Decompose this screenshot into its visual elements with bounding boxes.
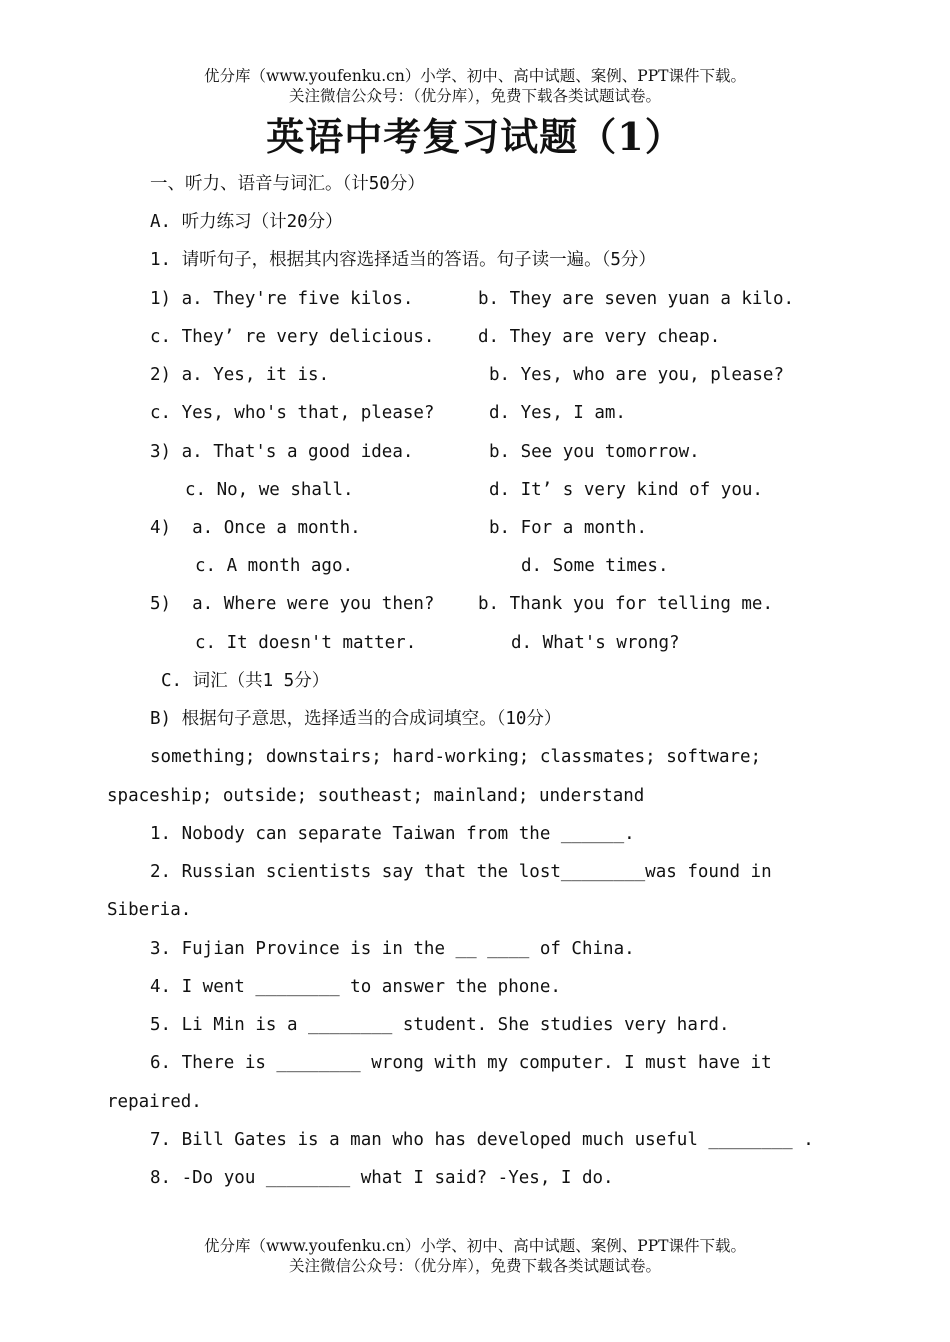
page-footer [0,1236,950,1276]
item-2-option-c: c. Yes, who's that, please? [150,403,435,423]
vocab-question-6: 6. There is ________ wrong with my computer. I must have it [150,1053,772,1073]
vocab-heading: C. 词汇（共1 5分） [161,671,330,691]
vocab-question-7: 7. Bill Gates is a man who has developed much useful ________ . [150,1130,814,1150]
item-4-option-b: b. For a month. [489,518,648,538]
footer-line-2: 关注微信公众号：（优分库），免费下载各类试题试卷。 [288,1257,661,1275]
word-bank-line-2: spaceship; outside; southeast; mainland; understand [107,786,645,806]
vocab-question-3: 3. Fujian Province is in the __ ____ of China. [150,939,635,959]
part-a-heading: A. 听力练习（计20分） [150,212,343,232]
page-header [0,66,950,106]
item-3-option-b: b. See you tomorrow. [489,442,700,462]
footer-line-1: 优分库（www.youfenku.cn）小学、初中、高中试题、案例、PPT课件下载。 [203,1237,747,1255]
vocab-question-1: 1. Nobody can separate Taiwan from the ______. [150,824,635,844]
vocab-question-2: 2. Russian scientists say that the lost________was found in [150,862,772,882]
item-3-option-d: d. It’ s very kind of you. [489,480,763,500]
item-3-option-a: 3) a. That's a good idea. [150,442,414,462]
vocab-question-4: 4. I went ________ to answer the phone. [150,977,561,997]
item-4-option-c: c. A month ago. [195,556,354,576]
item-1-option-b: b. They are seven yuan a kilo. [478,289,795,309]
item-1-option-d: d. They are very cheap. [478,327,721,347]
vocab-question-2-continued: Siberia. [107,900,192,920]
item-1-option-c: c. They’ re very delicious. [150,327,435,347]
page-title: 英语中考复习试题（1） [266,114,684,159]
item-2-option-b: b. Yes, who are you, please? [489,365,785,385]
item-5-option-d: d. What's wrong? [511,633,680,653]
word-bank-line-1: something; downstairs; hard-working; classmates; software; [150,747,762,767]
item-5-option-c: c. It doesn't matter. [195,633,417,653]
section-heading: 一、听力、语音与词汇。（计50分） [150,174,425,194]
vocab-question-8: 8. -Do you ________ what I said? -Yes, I do. [150,1168,614,1188]
item-5-option-b: b. Thank you for telling me. [478,594,774,614]
item-2-option-d: d. Yes, I am. [489,403,626,423]
header-line-1: 优分库（www.youfenku.cn）小学、初中、高中试题、案例、PPT课件下载。 [203,67,747,85]
item-4-option-d: d. Some times. [521,556,669,576]
header-line-2: 关注微信公众号：（优分库），免费下载各类试题试卷。 [288,87,661,105]
vocab-question-6-continued: repaired. [107,1092,202,1112]
item-5-option-a: 5) a. Where were you then? [150,594,435,614]
item-3-option-c: c. No, we shall. [185,480,354,500]
question-1-instruction: 1. 请听句子，根据其内容选择适当的答语。句子读一遍。（5分） [150,250,656,270]
vocab-question-5: 5. Li Min is a ________ student. She studies very hard. [150,1015,730,1035]
part-b-instruction: B) 根据句子意思，选择适当的合成词填空。（10分） [150,709,562,729]
item-1-option-a: 1) a. They're five kilos. [150,289,414,309]
item-2-option-a: 2) a. Yes, it is. [150,365,330,385]
item-4-option-a: 4) a. Once a month. [150,518,361,538]
